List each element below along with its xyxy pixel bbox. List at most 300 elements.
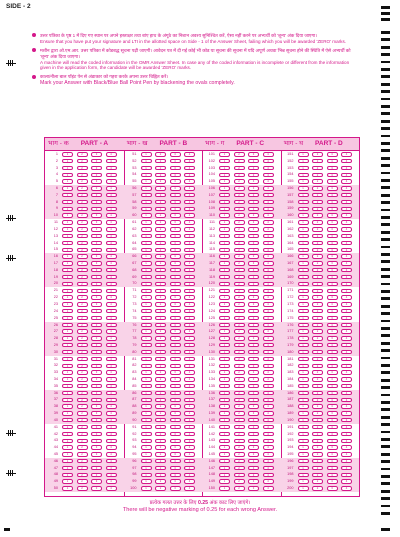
- answer-bubble-179-1[interactable]: 1: [298, 343, 309, 347]
- answer-bubble-39-4[interactable]: 4: [106, 411, 117, 415]
- answer-bubble-145-4[interactable]: 4: [263, 452, 274, 456]
- answer-bubble-88-4[interactable]: 4: [184, 404, 195, 408]
- answer-bubble-137-1[interactable]: 1: [219, 398, 230, 402]
- answer-bubble-155-1[interactable]: 1: [298, 179, 309, 183]
- answer-bubble-138-4[interactable]: 4: [263, 404, 274, 408]
- answer-bubble-136-3[interactable]: 3: [248, 391, 259, 395]
- answer-bubble-138-1[interactable]: 1: [219, 404, 230, 408]
- answer-bubble-25-4[interactable]: 4: [106, 316, 117, 320]
- answer-bubble-151-1[interactable]: 1: [298, 152, 309, 156]
- answer-bubble-182-2[interactable]: 2: [312, 364, 323, 368]
- answer-bubble-60-2[interactable]: 2: [155, 213, 166, 217]
- answer-bubble-99-1[interactable]: 1: [141, 479, 152, 483]
- answer-bubble-170-1[interactable]: 1: [298, 282, 309, 286]
- answer-bubble-63-1[interactable]: 1: [141, 234, 152, 238]
- answer-bubble-195-3[interactable]: 3: [327, 452, 338, 456]
- answer-bubble-140-3[interactable]: 3: [248, 418, 259, 422]
- answer-bubble-121-1[interactable]: 1: [219, 289, 230, 293]
- answer-bubble-164-2[interactable]: 2: [312, 241, 323, 245]
- answer-bubble-191-1[interactable]: 1: [298, 425, 309, 429]
- answer-bubble-9-3[interactable]: 3: [91, 207, 102, 211]
- answer-bubble-83-1[interactable]: 1: [141, 370, 152, 374]
- answer-bubble-13-4[interactable]: 4: [106, 234, 117, 238]
- answer-bubble-98-2[interactable]: 2: [155, 473, 166, 477]
- answer-bubble-74-4[interactable]: 4: [184, 309, 195, 313]
- answer-bubble-132-3[interactable]: 3: [248, 364, 259, 368]
- answer-bubble-64-3[interactable]: 3: [170, 241, 181, 245]
- answer-bubble-162-1[interactable]: 1: [298, 227, 309, 231]
- answer-bubble-185-2[interactable]: 2: [312, 384, 323, 388]
- answer-bubble-89-3[interactable]: 3: [170, 411, 181, 415]
- answer-bubble-39-3[interactable]: 3: [91, 411, 102, 415]
- answer-bubble-15-4[interactable]: 4: [106, 248, 117, 252]
- answer-bubble-194-4[interactable]: 4: [341, 445, 352, 449]
- answer-bubble-120-2[interactable]: 2: [234, 282, 245, 286]
- answer-bubble-148-3[interactable]: 3: [248, 473, 259, 477]
- answer-bubble-26-1[interactable]: 1: [62, 323, 73, 327]
- answer-bubble-171-3[interactable]: 3: [327, 289, 338, 293]
- answer-bubble-178-1[interactable]: 1: [298, 336, 309, 340]
- answer-bubble-123-2[interactable]: 2: [234, 302, 245, 306]
- answer-bubble-50-1[interactable]: 1: [62, 486, 73, 490]
- answer-bubble-92-3[interactable]: 3: [170, 432, 181, 436]
- answer-bubble-81-1[interactable]: 1: [141, 357, 152, 361]
- answer-bubble-63-2[interactable]: 2: [155, 234, 166, 238]
- answer-bubble-57-4[interactable]: 4: [184, 193, 195, 197]
- answer-bubble-24-1[interactable]: 1: [62, 309, 73, 313]
- answer-bubble-113-4[interactable]: 4: [263, 234, 274, 238]
- answer-bubble-105-1[interactable]: 1: [219, 179, 230, 183]
- answer-bubble-173-2[interactable]: 2: [312, 302, 323, 306]
- answer-bubble-125-2[interactable]: 2: [234, 316, 245, 320]
- answer-bubble-123-3[interactable]: 3: [248, 302, 259, 306]
- answer-bubble-56-3[interactable]: 3: [170, 186, 181, 190]
- answer-bubble-49-1[interactable]: 1: [62, 479, 73, 483]
- answer-bubble-153-3[interactable]: 3: [327, 166, 338, 170]
- answer-bubble-173-1[interactable]: 1: [298, 302, 309, 306]
- answer-bubble-137-3[interactable]: 3: [248, 398, 259, 402]
- answer-bubble-52-3[interactable]: 3: [170, 159, 181, 163]
- answer-bubble-75-1[interactable]: 1: [141, 316, 152, 320]
- answer-bubble-191-3[interactable]: 3: [327, 425, 338, 429]
- answer-bubble-13-2[interactable]: 2: [77, 234, 88, 238]
- answer-bubble-166-4[interactable]: 4: [341, 254, 352, 258]
- answer-bubble-186-1[interactable]: 1: [298, 391, 309, 395]
- answer-bubble-131-3[interactable]: 3: [248, 357, 259, 361]
- answer-bubble-116-2[interactable]: 2: [234, 254, 245, 258]
- answer-bubble-140-4[interactable]: 4: [263, 418, 274, 422]
- answer-bubble-37-2[interactable]: 2: [77, 398, 88, 402]
- answer-bubble-118-2[interactable]: 2: [234, 268, 245, 272]
- answer-bubble-88-1[interactable]: 1: [141, 404, 152, 408]
- answer-bubble-105-3[interactable]: 3: [248, 179, 259, 183]
- answer-bubble-9-4[interactable]: 4: [106, 207, 117, 211]
- answer-bubble-159-2[interactable]: 2: [312, 207, 323, 211]
- answer-bubble-1-3[interactable]: 3: [91, 152, 102, 156]
- answer-bubble-146-1[interactable]: 1: [219, 459, 230, 463]
- answer-bubble-81-3[interactable]: 3: [170, 357, 181, 361]
- answer-bubble-107-4[interactable]: 4: [263, 193, 274, 197]
- answer-bubble-17-2[interactable]: 2: [77, 261, 88, 265]
- answer-bubble-111-1[interactable]: 1: [219, 220, 230, 224]
- answer-bubble-143-4[interactable]: 4: [263, 439, 274, 443]
- answer-bubble-88-2[interactable]: 2: [155, 404, 166, 408]
- answer-bubble-18-1[interactable]: 1: [62, 268, 73, 272]
- answer-bubble-122-1[interactable]: 1: [219, 295, 230, 299]
- answer-bubble-197-4[interactable]: 4: [341, 466, 352, 470]
- answer-bubble-21-3[interactable]: 3: [91, 289, 102, 293]
- answer-bubble-35-2[interactable]: 2: [77, 384, 88, 388]
- answer-bubble-192-3[interactable]: 3: [327, 432, 338, 436]
- answer-bubble-80-1[interactable]: 1: [141, 350, 152, 354]
- answer-bubble-144-1[interactable]: 1: [219, 445, 230, 449]
- answer-bubble-169-3[interactable]: 3: [327, 275, 338, 279]
- answer-bubble-92-1[interactable]: 1: [141, 432, 152, 436]
- answer-bubble-25-1[interactable]: 1: [62, 316, 73, 320]
- answer-bubble-108-4[interactable]: 4: [263, 200, 274, 204]
- answer-bubble-66-3[interactable]: 3: [170, 254, 181, 258]
- answer-bubble-91-1[interactable]: 1: [141, 425, 152, 429]
- answer-bubble-144-2[interactable]: 2: [234, 445, 245, 449]
- answer-bubble-141-1[interactable]: 1: [219, 425, 230, 429]
- answer-bubble-122-2[interactable]: 2: [234, 295, 245, 299]
- answer-bubble-163-3[interactable]: 3: [327, 234, 338, 238]
- answer-bubble-68-2[interactable]: 2: [155, 268, 166, 272]
- answer-bubble-166-3[interactable]: 3: [327, 254, 338, 258]
- answer-bubble-94-4[interactable]: 4: [184, 445, 195, 449]
- answer-bubble-54-2[interactable]: 2: [155, 173, 166, 177]
- answer-bubble-160-2[interactable]: 2: [312, 213, 323, 217]
- answer-bubble-193-2[interactable]: 2: [312, 439, 323, 443]
- answer-bubble-22-2[interactable]: 2: [77, 295, 88, 299]
- answer-bubble-34-1[interactable]: 1: [62, 377, 73, 381]
- answer-bubble-161-2[interactable]: 2: [312, 220, 323, 224]
- answer-bubble-65-2[interactable]: 2: [155, 248, 166, 252]
- answer-bubble-115-3[interactable]: 3: [248, 248, 259, 252]
- answer-bubble-47-1[interactable]: 1: [62, 466, 73, 470]
- answer-bubble-198-1[interactable]: 1: [298, 473, 309, 477]
- answer-bubble-30-4[interactable]: 4: [106, 350, 117, 354]
- answer-bubble-96-2[interactable]: 2: [155, 459, 166, 463]
- answer-bubble-54-4[interactable]: 4: [184, 173, 195, 177]
- answer-bubble-146-4[interactable]: 4: [263, 459, 274, 463]
- answer-bubble-145-1[interactable]: 1: [219, 452, 230, 456]
- answer-bubble-167-3[interactable]: 3: [327, 261, 338, 265]
- answer-bubble-13-3[interactable]: 3: [91, 234, 102, 238]
- answer-bubble-1-2[interactable]: 2: [77, 152, 88, 156]
- answer-bubble-94-3[interactable]: 3: [170, 445, 181, 449]
- answer-bubble-85-3[interactable]: 3: [170, 384, 181, 388]
- answer-bubble-2-4[interactable]: 4: [106, 159, 117, 163]
- answer-bubble-161-3[interactable]: 3: [327, 220, 338, 224]
- answer-bubble-95-2[interactable]: 2: [155, 452, 166, 456]
- answer-bubble-44-2[interactable]: 2: [77, 445, 88, 449]
- answer-bubble-16-2[interactable]: 2: [77, 254, 88, 258]
- answer-bubble-86-3[interactable]: 3: [170, 391, 181, 395]
- answer-bubble-126-4[interactable]: 4: [263, 323, 274, 327]
- answer-bubble-70-3[interactable]: 3: [170, 282, 181, 286]
- answer-bubble-158-3[interactable]: 3: [327, 200, 338, 204]
- answer-bubble-141-4[interactable]: 4: [263, 425, 274, 429]
- answer-bubble-146-3[interactable]: 3: [248, 459, 259, 463]
- answer-bubble-100-4[interactable]: 4: [184, 486, 195, 490]
- answer-bubble-192-4[interactable]: 4: [341, 432, 352, 436]
- answer-bubble-196-3[interactable]: 3: [327, 459, 338, 463]
- answer-bubble-22-1[interactable]: 1: [62, 295, 73, 299]
- answer-bubble-123-4[interactable]: 4: [263, 302, 274, 306]
- answer-bubble-144-4[interactable]: 4: [263, 445, 274, 449]
- answer-bubble-133-4[interactable]: 4: [263, 370, 274, 374]
- answer-bubble-108-2[interactable]: 2: [234, 200, 245, 204]
- answer-bubble-82-2[interactable]: 2: [155, 364, 166, 368]
- answer-bubble-177-1[interactable]: 1: [298, 329, 309, 333]
- answer-bubble-46-2[interactable]: 2: [77, 459, 88, 463]
- answer-bubble-177-3[interactable]: 3: [327, 329, 338, 333]
- answer-bubble-136-2[interactable]: 2: [234, 391, 245, 395]
- answer-bubble-141-2[interactable]: 2: [234, 425, 245, 429]
- answer-bubble-57-1[interactable]: 1: [141, 193, 152, 197]
- answer-bubble-10-3[interactable]: 3: [91, 213, 102, 217]
- answer-bubble-180-3[interactable]: 3: [327, 350, 338, 354]
- answer-bubble-19-4[interactable]: 4: [106, 275, 117, 279]
- answer-bubble-81-4[interactable]: 4: [184, 357, 195, 361]
- answer-bubble-44-1[interactable]: 1: [62, 445, 73, 449]
- answer-bubble-21-2[interactable]: 2: [77, 289, 88, 293]
- answer-bubble-12-2[interactable]: 2: [77, 227, 88, 231]
- answer-bubble-140-2[interactable]: 2: [234, 418, 245, 422]
- answer-bubble-178-2[interactable]: 2: [312, 336, 323, 340]
- answer-bubble-101-2[interactable]: 2: [234, 152, 245, 156]
- answer-bubble-121-2[interactable]: 2: [234, 289, 245, 293]
- answer-bubble-35-3[interactable]: 3: [91, 384, 102, 388]
- answer-bubble-94-1[interactable]: 1: [141, 445, 152, 449]
- answer-bubble-174-2[interactable]: 2: [312, 309, 323, 313]
- answer-bubble-127-1[interactable]: 1: [219, 329, 230, 333]
- answer-bubble-183-2[interactable]: 2: [312, 370, 323, 374]
- answer-bubble-194-1[interactable]: 1: [298, 445, 309, 449]
- answer-bubble-82-3[interactable]: 3: [170, 364, 181, 368]
- answer-bubble-126-1[interactable]: 1: [219, 323, 230, 327]
- answer-bubble-163-1[interactable]: 1: [298, 234, 309, 238]
- answer-bubble-185-4[interactable]: 4: [341, 384, 352, 388]
- answer-bubble-78-4[interactable]: 4: [184, 336, 195, 340]
- answer-bubble-92-2[interactable]: 2: [155, 432, 166, 436]
- answer-bubble-144-3[interactable]: 3: [248, 445, 259, 449]
- answer-bubble-68-4[interactable]: 4: [184, 268, 195, 272]
- answer-bubble-198-4[interactable]: 4: [341, 473, 352, 477]
- answer-bubble-89-1[interactable]: 1: [141, 411, 152, 415]
- answer-bubble-27-3[interactable]: 3: [91, 329, 102, 333]
- answer-bubble-78-3[interactable]: 3: [170, 336, 181, 340]
- answer-bubble-181-2[interactable]: 2: [312, 357, 323, 361]
- answer-bubble-5-3[interactable]: 3: [91, 179, 102, 183]
- answer-bubble-87-2[interactable]: 2: [155, 398, 166, 402]
- answer-bubble-138-3[interactable]: 3: [248, 404, 259, 408]
- answer-bubble-58-3[interactable]: 3: [170, 200, 181, 204]
- answer-bubble-64-2[interactable]: 2: [155, 241, 166, 245]
- answer-bubble-71-2[interactable]: 2: [155, 289, 166, 293]
- answer-bubble-58-1[interactable]: 1: [141, 200, 152, 204]
- answer-bubble-106-2[interactable]: 2: [234, 186, 245, 190]
- answer-bubble-132-2[interactable]: 2: [234, 364, 245, 368]
- answer-bubble-72-3[interactable]: 3: [170, 295, 181, 299]
- answer-bubble-10-2[interactable]: 2: [77, 213, 88, 217]
- answer-bubble-154-1[interactable]: 1: [298, 173, 309, 177]
- answer-bubble-192-1[interactable]: 1: [298, 432, 309, 436]
- answer-bubble-172-1[interactable]: 1: [298, 295, 309, 299]
- answer-bubble-114-3[interactable]: 3: [248, 241, 259, 245]
- answer-bubble-193-3[interactable]: 3: [327, 439, 338, 443]
- answer-bubble-113-2[interactable]: 2: [234, 234, 245, 238]
- answer-bubble-29-1[interactable]: 1: [62, 343, 73, 347]
- answer-bubble-98-3[interactable]: 3: [170, 473, 181, 477]
- answer-bubble-126-3[interactable]: 3: [248, 323, 259, 327]
- answer-bubble-147-1[interactable]: 1: [219, 466, 230, 470]
- answer-bubble-76-2[interactable]: 2: [155, 323, 166, 327]
- answer-bubble-101-3[interactable]: 3: [248, 152, 259, 156]
- answer-bubble-169-2[interactable]: 2: [312, 275, 323, 279]
- answer-bubble-22-3[interactable]: 3: [91, 295, 102, 299]
- answer-bubble-168-3[interactable]: 3: [327, 268, 338, 272]
- answer-bubble-131-2[interactable]: 2: [234, 357, 245, 361]
- answer-bubble-79-3[interactable]: 3: [170, 343, 181, 347]
- answer-bubble-62-3[interactable]: 3: [170, 227, 181, 231]
- answer-bubble-125-4[interactable]: 4: [263, 316, 274, 320]
- answer-bubble-89-2[interactable]: 2: [155, 411, 166, 415]
- answer-bubble-41-4[interactable]: 4: [106, 425, 117, 429]
- answer-bubble-47-3[interactable]: 3: [91, 466, 102, 470]
- answer-bubble-69-3[interactable]: 3: [170, 275, 181, 279]
- answer-bubble-172-3[interactable]: 3: [327, 295, 338, 299]
- answer-bubble-93-1[interactable]: 1: [141, 439, 152, 443]
- answer-bubble-54-3[interactable]: 3: [170, 173, 181, 177]
- answer-bubble-193-4[interactable]: 4: [341, 439, 352, 443]
- answer-bubble-104-2[interactable]: 2: [234, 173, 245, 177]
- answer-bubble-14-1[interactable]: 1: [62, 241, 73, 245]
- answer-bubble-79-4[interactable]: 4: [184, 343, 195, 347]
- answer-bubble-110-1[interactable]: 1: [219, 213, 230, 217]
- answer-bubble-156-4[interactable]: 4: [341, 186, 352, 190]
- answer-bubble-155-4[interactable]: 4: [341, 179, 352, 183]
- answer-bubble-111-2[interactable]: 2: [234, 220, 245, 224]
- answer-bubble-117-4[interactable]: 4: [263, 261, 274, 265]
- answer-bubble-195-2[interactable]: 2: [312, 452, 323, 456]
- answer-bubble-73-4[interactable]: 4: [184, 302, 195, 306]
- answer-bubble-87-3[interactable]: 3: [170, 398, 181, 402]
- answer-bubble-70-2[interactable]: 2: [155, 282, 166, 286]
- answer-bubble-124-4[interactable]: 4: [263, 309, 274, 313]
- answer-bubble-79-2[interactable]: 2: [155, 343, 166, 347]
- answer-bubble-95-4[interactable]: 4: [184, 452, 195, 456]
- answer-bubble-112-2[interactable]: 2: [234, 227, 245, 231]
- answer-bubble-134-4[interactable]: 4: [263, 377, 274, 381]
- answer-bubble-121-4[interactable]: 4: [263, 289, 274, 293]
- answer-bubble-127-4[interactable]: 4: [263, 329, 274, 333]
- answer-bubble-63-4[interactable]: 4: [184, 234, 195, 238]
- answer-bubble-16-1[interactable]: 1: [62, 254, 73, 258]
- answer-bubble-48-1[interactable]: 1: [62, 473, 73, 477]
- answer-bubble-66-4[interactable]: 4: [184, 254, 195, 258]
- answer-bubble-196-1[interactable]: 1: [298, 459, 309, 463]
- answer-bubble-107-3[interactable]: 3: [248, 193, 259, 197]
- answer-bubble-106-1[interactable]: 1: [219, 186, 230, 190]
- answer-bubble-181-3[interactable]: 3: [327, 357, 338, 361]
- answer-bubble-167-2[interactable]: 2: [312, 261, 323, 265]
- answer-bubble-148-2[interactable]: 2: [234, 473, 245, 477]
- answer-bubble-71-4[interactable]: 4: [184, 289, 195, 293]
- answer-bubble-164-1[interactable]: 1: [298, 241, 309, 245]
- answer-bubble-58-4[interactable]: 4: [184, 200, 195, 204]
- answer-bubble-158-2[interactable]: 2: [312, 200, 323, 204]
- answer-bubble-67-2[interactable]: 2: [155, 261, 166, 265]
- answer-bubble-77-1[interactable]: 1: [141, 329, 152, 333]
- answer-bubble-176-4[interactable]: 4: [341, 323, 352, 327]
- answer-bubble-74-2[interactable]: 2: [155, 309, 166, 313]
- answer-bubble-183-4[interactable]: 4: [341, 370, 352, 374]
- answer-bubble-173-4[interactable]: 4: [341, 302, 352, 306]
- answer-bubble-38-2[interactable]: 2: [77, 404, 88, 408]
- answer-bubble-182-3[interactable]: 3: [327, 364, 338, 368]
- answer-bubble-180-1[interactable]: 1: [298, 350, 309, 354]
- answer-bubble-68-1[interactable]: 1: [141, 268, 152, 272]
- answer-bubble-25-3[interactable]: 3: [91, 316, 102, 320]
- answer-bubble-162-3[interactable]: 3: [327, 227, 338, 231]
- answer-bubble-43-4[interactable]: 4: [106, 439, 117, 443]
- answer-bubble-11-4[interactable]: 4: [106, 220, 117, 224]
- answer-bubble-8-3[interactable]: 3: [91, 200, 102, 204]
- answer-bubble-171-4[interactable]: 4: [341, 289, 352, 293]
- answer-bubble-184-4[interactable]: 4: [341, 377, 352, 381]
- answer-bubble-103-4[interactable]: 4: [263, 166, 274, 170]
- answer-bubble-133-3[interactable]: 3: [248, 370, 259, 374]
- answer-bubble-174-4[interactable]: 4: [341, 309, 352, 313]
- answer-bubble-36-1[interactable]: 1: [62, 391, 73, 395]
- answer-bubble-8-1[interactable]: 1: [62, 200, 73, 204]
- answer-bubble-8-4[interactable]: 4: [106, 200, 117, 204]
- answer-bubble-64-4[interactable]: 4: [184, 241, 195, 245]
- answer-bubble-20-1[interactable]: 1: [62, 282, 73, 286]
- answer-bubble-158-4[interactable]: 4: [341, 200, 352, 204]
- answer-bubble-97-3[interactable]: 3: [170, 466, 181, 470]
- answer-bubble-118-1[interactable]: 1: [219, 268, 230, 272]
- answer-bubble-151-4[interactable]: 4: [341, 152, 352, 156]
- answer-bubble-180-2[interactable]: 2: [312, 350, 323, 354]
- answer-bubble-182-1[interactable]: 1: [298, 364, 309, 368]
- answer-bubble-190-4[interactable]: 4: [341, 418, 352, 422]
- answer-bubble-85-4[interactable]: 4: [184, 384, 195, 388]
- answer-bubble-187-4[interactable]: 4: [341, 398, 352, 402]
- answer-bubble-32-4[interactable]: 4: [106, 364, 117, 368]
- answer-bubble-99-4[interactable]: 4: [184, 479, 195, 483]
- answer-bubble-200-2[interactable]: 2: [312, 486, 323, 490]
- answer-bubble-31-4[interactable]: 4: [106, 357, 117, 361]
- answer-bubble-199-2[interactable]: 2: [312, 479, 323, 483]
- answer-bubble-188-2[interactable]: 2: [312, 404, 323, 408]
- answer-bubble-23-4[interactable]: 4: [106, 302, 117, 306]
- answer-bubble-171-1[interactable]: 1: [298, 289, 309, 293]
- answer-bubble-113-3[interactable]: 3: [248, 234, 259, 238]
- answer-bubble-42-4[interactable]: 4: [106, 432, 117, 436]
- answer-bubble-41-1[interactable]: 1: [62, 425, 73, 429]
- answer-bubble-30-3[interactable]: 3: [91, 350, 102, 354]
- answer-bubble-75-2[interactable]: 2: [155, 316, 166, 320]
- answer-bubble-46-4[interactable]: 4: [106, 459, 117, 463]
- answer-bubble-184-3[interactable]: 3: [327, 377, 338, 381]
- answer-bubble-175-2[interactable]: 2: [312, 316, 323, 320]
- answer-bubble-12-3[interactable]: 3: [91, 227, 102, 231]
- answer-bubble-43-3[interactable]: 3: [91, 439, 102, 443]
- answer-bubble-74-3[interactable]: 3: [170, 309, 181, 313]
